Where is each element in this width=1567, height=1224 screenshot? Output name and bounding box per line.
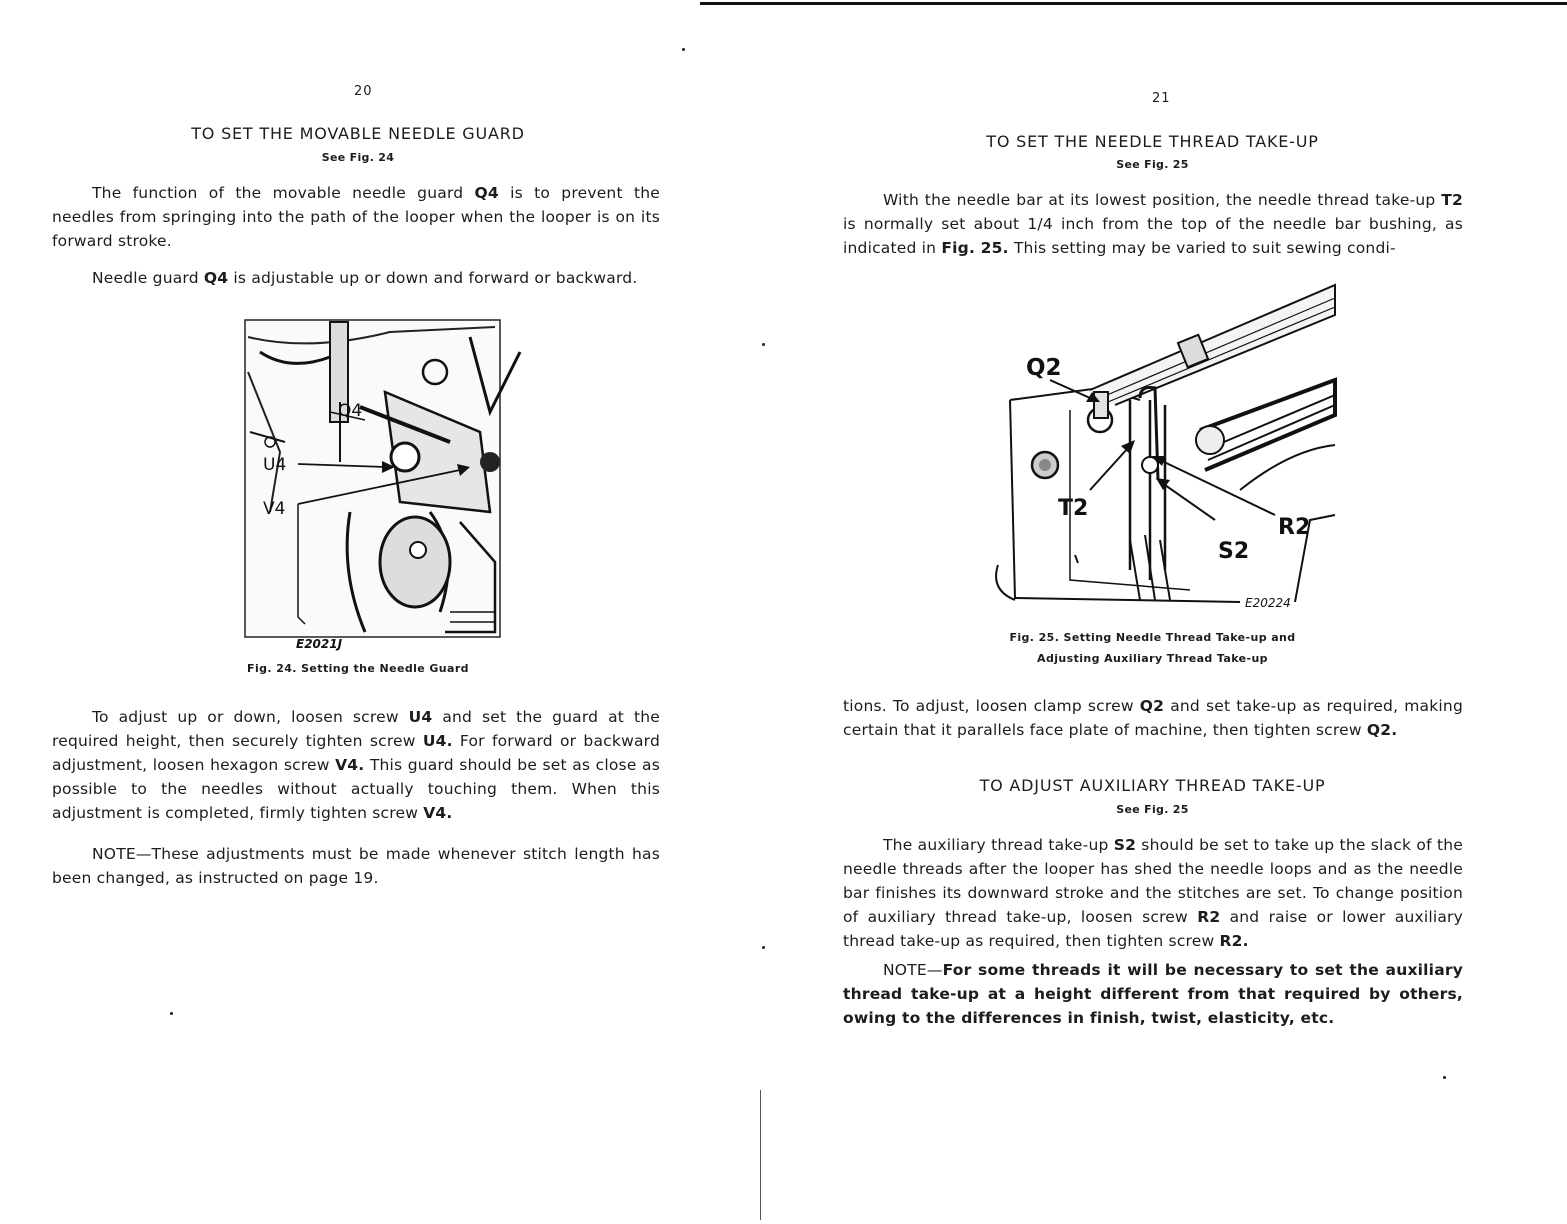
figure-code: E20224	[1245, 596, 1291, 610]
scan-speck	[682, 48, 685, 51]
scan-speck	[762, 343, 765, 346]
see-figure-note: See Fig. 25	[1116, 803, 1189, 816]
figure-label-q2: Q2	[1026, 355, 1062, 381]
scan-edge-line	[700, 2, 1567, 5]
paragraph: To adjust up or down, loosen screw U4 and set the guard at the required height, then securely tighten screw U4. For forward or backward adjustment, loosen hexagon screw V4. This guard should be set as close as possible to the needles without actually touching them. When this adjustment is completed, firmly tighten screw V4.	[52, 708, 660, 822]
paragraph: tions. To adjust, loosen clamp screw Q2 and set take-up as required, making certain that it parallels face plate of machine, then tighten screw Q2.	[843, 697, 1463, 739]
scan-speck	[762, 946, 765, 949]
scan-speck	[170, 1012, 173, 1015]
see-figure-note: See Fig. 25	[1116, 158, 1189, 171]
figure-24-illustration	[190, 312, 570, 657]
figure-25-illustration	[990, 280, 1350, 615]
paragraph: The auxiliary thread take-up S2 should be set to take up the slack of the needle threads after the looper has shed the needle loops and as the needle bar finishes its downward stroke and the stitches are set. To change position of auxiliary thread take-up, loosen screw R2 and raise or lower auxiliary thread take-up as required, then tighten screw R2.	[843, 836, 1464, 950]
see-figure-note: See Fig. 24	[321, 151, 395, 164]
note-paragraph: NOTE—These adjustments must be made whenever stitch length has been changed, as instructed on page 19.	[52, 845, 660, 887]
figure-label-r2: R2	[1278, 515, 1311, 540]
figure-label-t2: T2	[1058, 496, 1089, 521]
gutter-line	[760, 1090, 761, 1220]
note-paragraph: NOTE—For some threads it will be necessary to set the auxiliary thread take-up at a height different from that required by others, owing to the differences in finish, twist, elasticity, etc.	[843, 961, 1463, 1027]
section-heading: TO SET THE NEEDLE THREAD TAKE-UP	[986, 132, 1319, 151]
figure-label-q4: Q4	[338, 401, 363, 421]
figure-caption: Fig. 24. Setting the Needle Guard	[247, 662, 469, 675]
page-number: 20	[354, 84, 373, 99]
section-heading: TO SET THE MOVABLE NEEDLE GUARD	[191, 124, 525, 143]
figure-label-v4: V4	[263, 499, 286, 519]
scan-speck	[1443, 1076, 1446, 1079]
figure-label-u4: U4	[263, 455, 287, 475]
paragraph: The function of the movable needle guard Q4 is to prevent the needles from springing into the path of the looper when the looper is on its forward stroke.	[52, 184, 660, 250]
figure-code: E2021J	[296, 637, 343, 651]
section-heading: TO ADJUST AUXILIARY THREAD TAKE-UP	[979, 776, 1326, 795]
page-number: 21	[1152, 91, 1171, 106]
figure-caption-line-1: Fig. 25. Setting Needle Thread Take-up and	[1009, 631, 1296, 644]
paragraph: With the needle bar at its lowest position, the needle thread take-up T2 is normally set about 1/4 inch from the top of the needle bar bushing, as indicated in Fig. 25. This setting may be varied to suit sewing condi-	[843, 191, 1463, 257]
figure-label-s2: S2	[1218, 539, 1250, 564]
paragraph: Needle guard Q4 is adjustable up or down and forward or backward.	[92, 269, 638, 287]
figure-caption-line-2: Adjusting Auxiliary Thread Take-up	[1037, 652, 1268, 665]
